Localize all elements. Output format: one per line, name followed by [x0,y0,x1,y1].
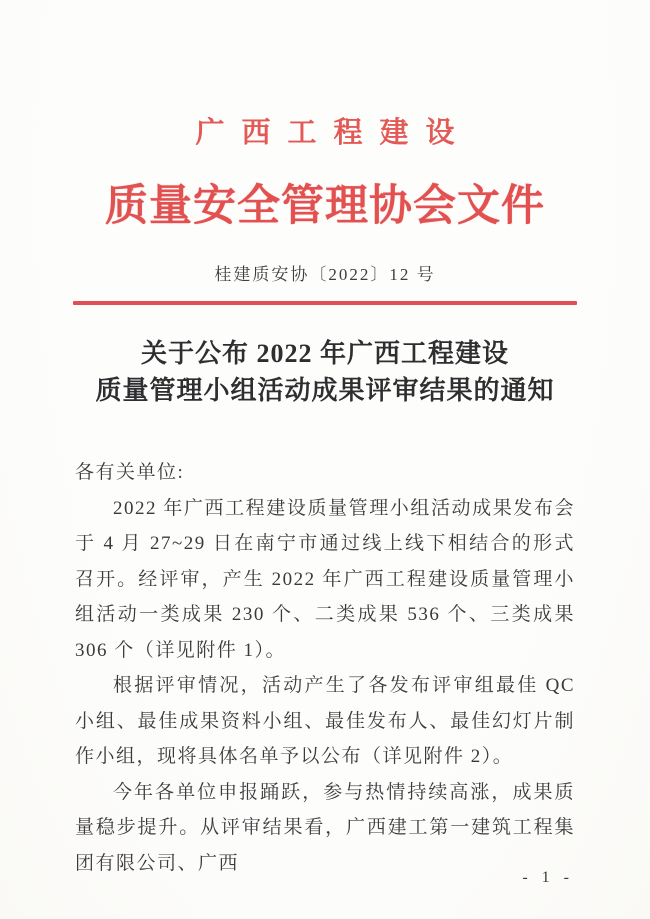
letterhead-divider-rule [73,301,577,305]
body-paragraph-1: 2022 年广西工程建设质量管理小组活动成果发布会于 4 月 27~29 日在南宁市通过线上线下相结合的形式召开。经评审，产生 2022 年广西工程建设质量管理小组活动一类成果 230 个、二类成果 536 个、三类成果 306 个（详见附件 1）。 [75,497,575,661]
document-title-line1: 关于公布 2022 年广西工程建设 [140,339,509,368]
agency-name-main: 质量安全管理协会文件 [105,183,545,230]
salutation: 各有关单位: [75,462,185,483]
document-title-line2: 质量管理小组活动成果评审结果的通知 [95,376,555,405]
document-number: 桂建质安协〔2022〕12 号 [214,265,436,284]
body-paragraph-2: 根据评审情况，活动产生了各发布评审组最佳 QC 小组、最佳成果资料小组、最佳发布人、最佳幻灯片制作小组，现将具体名单予以公布（详见附件 2）。 [75,675,575,767]
document-title [60,335,590,409]
body-paragraph-3: 今年各单位申报踊跃，参与热情持续高涨，成果质量稳步提升。从评审结果看，广西建工第一建筑工程集团有限公司、广西 [75,781,575,874]
letterhead [0,0,650,305]
agency-name-top: 广西工程建设 [195,117,472,149]
document-body [75,455,575,881]
page-number: - 1 - [522,869,574,886]
